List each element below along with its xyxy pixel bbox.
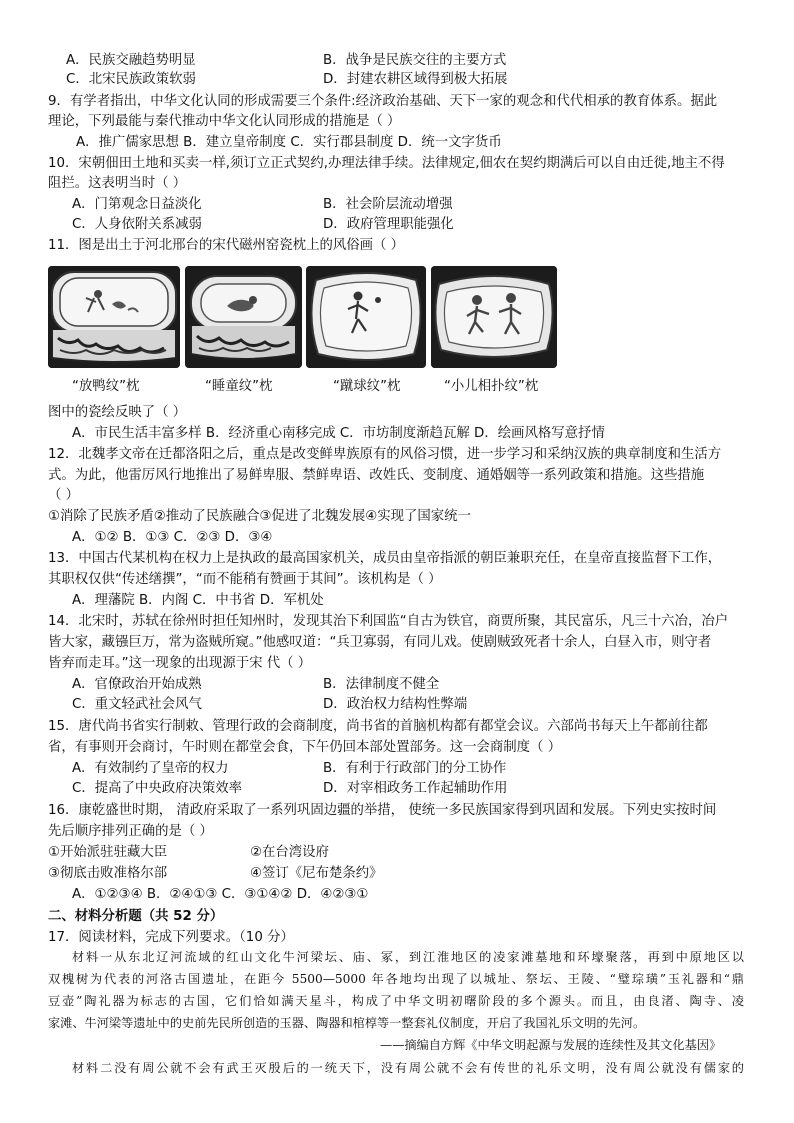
q14-stem-line3: 皆弃而走耳。”这一现象的出现源于宋 代（ ） [48, 656, 312, 671]
q8-option-b: B．战争是民族交往的主要方式 [323, 53, 507, 68]
q14-option-d: D．政治权力结构性弊端 [323, 697, 468, 712]
q11-stem: 11．图是出土于河北邢台的宋代磁州窑瓷枕上的风俗画（ ） [48, 238, 405, 253]
q13-options: A．理藩院 B．内阁 C．中书省 D．军机处 [72, 593, 324, 608]
pillow-image-kickball [306, 266, 426, 368]
q16-item-2: ②在台湾设府 [250, 845, 329, 860]
q13-stem-line2: 其职权仅供“传述缮撰”，“而不能稍有赞画于其间”。该机构是（ ） [48, 572, 442, 587]
q14-stem-line2: 皆大家，藏镪巨万，常为盗贼所窥。”他感叹道：“兵卫寡弱，有同儿戏。使剧贼致死者十余人，白昼入市，则守者 [48, 635, 712, 650]
q12-stem-line3: （ ） [48, 488, 80, 503]
q9-options: A．推广儒家思想 B．建立皇帝制度 C．实行郡县制度 D．统一文字货币 [76, 135, 502, 150]
q10-option-c: C．人身依附关系减弱 [72, 217, 202, 232]
q13-stem-line1: 13．中国古代某机构在权力上是执政的最高国家机关，成员由皇帝指派的朝臣兼职充任，在皇帝直接监督下工作， [48, 551, 722, 566]
q10-option-d: D．政府管理职能强化 [323, 217, 454, 232]
pillow-caption-duck: “放鸭纹”枕 [72, 379, 140, 394]
q15-stem-line1: 15．唐代尚书省实行制敕、管理行政的会商制度，尚书省的首脑机构都有都堂会议。六部尚书每天上午都前往都 [48, 719, 708, 734]
q16-item-1: ①开始派驻驻藏大臣 [48, 845, 168, 860]
q15-option-b: B．有利于行政部门的分工协作 [323, 761, 507, 776]
q8-option-c: C．北宋民族政策软弱 [66, 72, 196, 87]
material-1-line3: 豆壶”陶礼器为标志的古国，它们恰如满天星斗，构成了中华文明初曙阶段的多个源头。而且，由良渚、陶寺、凌 [48, 994, 744, 1008]
q10-option-b: B．社会阶层流动增强 [323, 197, 453, 212]
q11-options: A．市民生活丰富多样 B．经济重心南移完成 C．市坊制度渐趋瓦解 D．绘画风格写意抒情 [72, 426, 605, 441]
material-1-source: ——摘编自方辉《中华文明起源与发展的连续性及其文化基因》 [380, 1038, 722, 1052]
q8-option-a: A．民族交融趋势明显 [66, 53, 196, 68]
q12-stem-line1: 12．北魏孝文帝在迁都洛阳之后，重点是改变鲜卑族原有的风俗习惯，进一步学习和采纳汉族的典章制度和生活方 [48, 447, 722, 462]
q10-option-a: A．门第观念日益淡化 [72, 197, 202, 212]
q14-option-a: A．官僚政治开始成熟 [72, 677, 202, 692]
pillow-image-duck [48, 266, 180, 368]
pillow-image-children-wrestling [431, 266, 557, 368]
section-2-heading: 二、材料分析题（共 52 分） [48, 909, 224, 924]
q8-option-d: D．封建农耕区域得到极大拓展 [323, 72, 508, 87]
q16-options: A．①②③④ B．②④①③ C．③①④② D．④②③① [72, 887, 369, 902]
q16-item-3: ③彻底击败准格尔部 [48, 866, 168, 881]
q15-option-c: C．提高了中央政府决策效率 [72, 781, 243, 796]
material-1-line4: 家滩、牛河梁等遗址中的史前先民所创造的玉器、陶器和棺椁等一整套礼仪制度，开启了我国礼乐文明的先河。 [48, 1016, 646, 1030]
material-2-line1: 材料二没有周公就不会有武王灭殷后的一统天下，没有周公就不会有传世的礼乐文明，没有周公就没有儒家的 [72, 1061, 744, 1075]
material-1-line1: 材料一从东北辽河流域的红山文化牛河梁坛、庙、冢，到江淮地区的凌家滩墓地和环壕聚落，再到中原地区以 [72, 950, 744, 964]
q12-items: ①消除了民族矛盾②推动了民族融合③促进了北魏发展④实现了国家统一 [48, 509, 471, 524]
q15-option-d: D．对宰相政务工作起辅助作用 [323, 781, 508, 796]
q12-options: A．①② B．①③ C．②③ D．③④ [72, 530, 273, 545]
q16-stem-line2: 先后顺序排列正确的是（ ） [48, 824, 213, 839]
pillow-caption-kickball: “蹴球纹”枕 [333, 379, 401, 394]
q9-stem-line1: 9．有学者指出，中华文化认同的形成需要三个条件:经济政治基础、天下一家的观念和代代相承的教育体系。据此 [48, 94, 718, 109]
pillow-caption-sleeping-child: “睡童纹”枕 [205, 379, 273, 394]
q12-stem-line2: 式。为此，他雷厉风行地推出了易鲜卑服、禁鲜卑语、改姓氏、变制度、通婚姻等一系列政策和措施。这些措施 [48, 468, 705, 483]
q17-stem: 17．阅读材料，完成下列要求。（10 分） [48, 930, 294, 945]
q14-option-b: B．法律制度不健全 [323, 677, 440, 692]
q11-stem2: 图中的瓷绘反映了（ ） [48, 405, 187, 420]
pillow-caption-wrestling: “小儿相扑纹”枕 [444, 379, 539, 394]
q15-option-a: A．有效制约了皇帝的权力 [72, 761, 229, 776]
q16-stem-line1: 16．康乾盛世时期， 清政府采取了一系列巩固边疆的举措， 使统一多民族国家得到巩固和发展。下列史实按时间 [48, 803, 717, 818]
q9-stem-line2: 理论，下列最能与秦代推动中华文化认同形成的措施是（ ） [48, 114, 401, 129]
q14-option-c: C．重文轻武社会风气 [72, 697, 202, 712]
q16-item-4: ④签订《尼布楚条约》 [250, 866, 383, 881]
q10-stem-line1: 10．宋朝佃田土地和买卖一样,须订立正式契约,办理法律手续。法律规定,佃农在契约期满后可以自由迁徙,地主不得 [48, 156, 725, 171]
material-1-line2: 双槐树为代表的河洛古国遗址，在距今 5500—5000 年各地均出现了以城址、祭坛、王陵、“璧琮璜”玉礼器和“鼎 [48, 972, 744, 986]
q14-stem-line1: 14．北宋时，苏轼在徐州时担任知州时，发现其治下利国监“自古为铁官，商贾所聚，其民富乐，凡三十六冶，冶户 [48, 614, 729, 629]
q15-stem-line2: 省，有事则开会商讨，午时则在都堂会食，下午仍回本部处置部务。这一会商制度（ ） [48, 740, 562, 755]
pillow-image-sleeping-child [185, 266, 302, 368]
q10-stem-line2: 阻拦。这表明当时（ ） [48, 176, 187, 191]
